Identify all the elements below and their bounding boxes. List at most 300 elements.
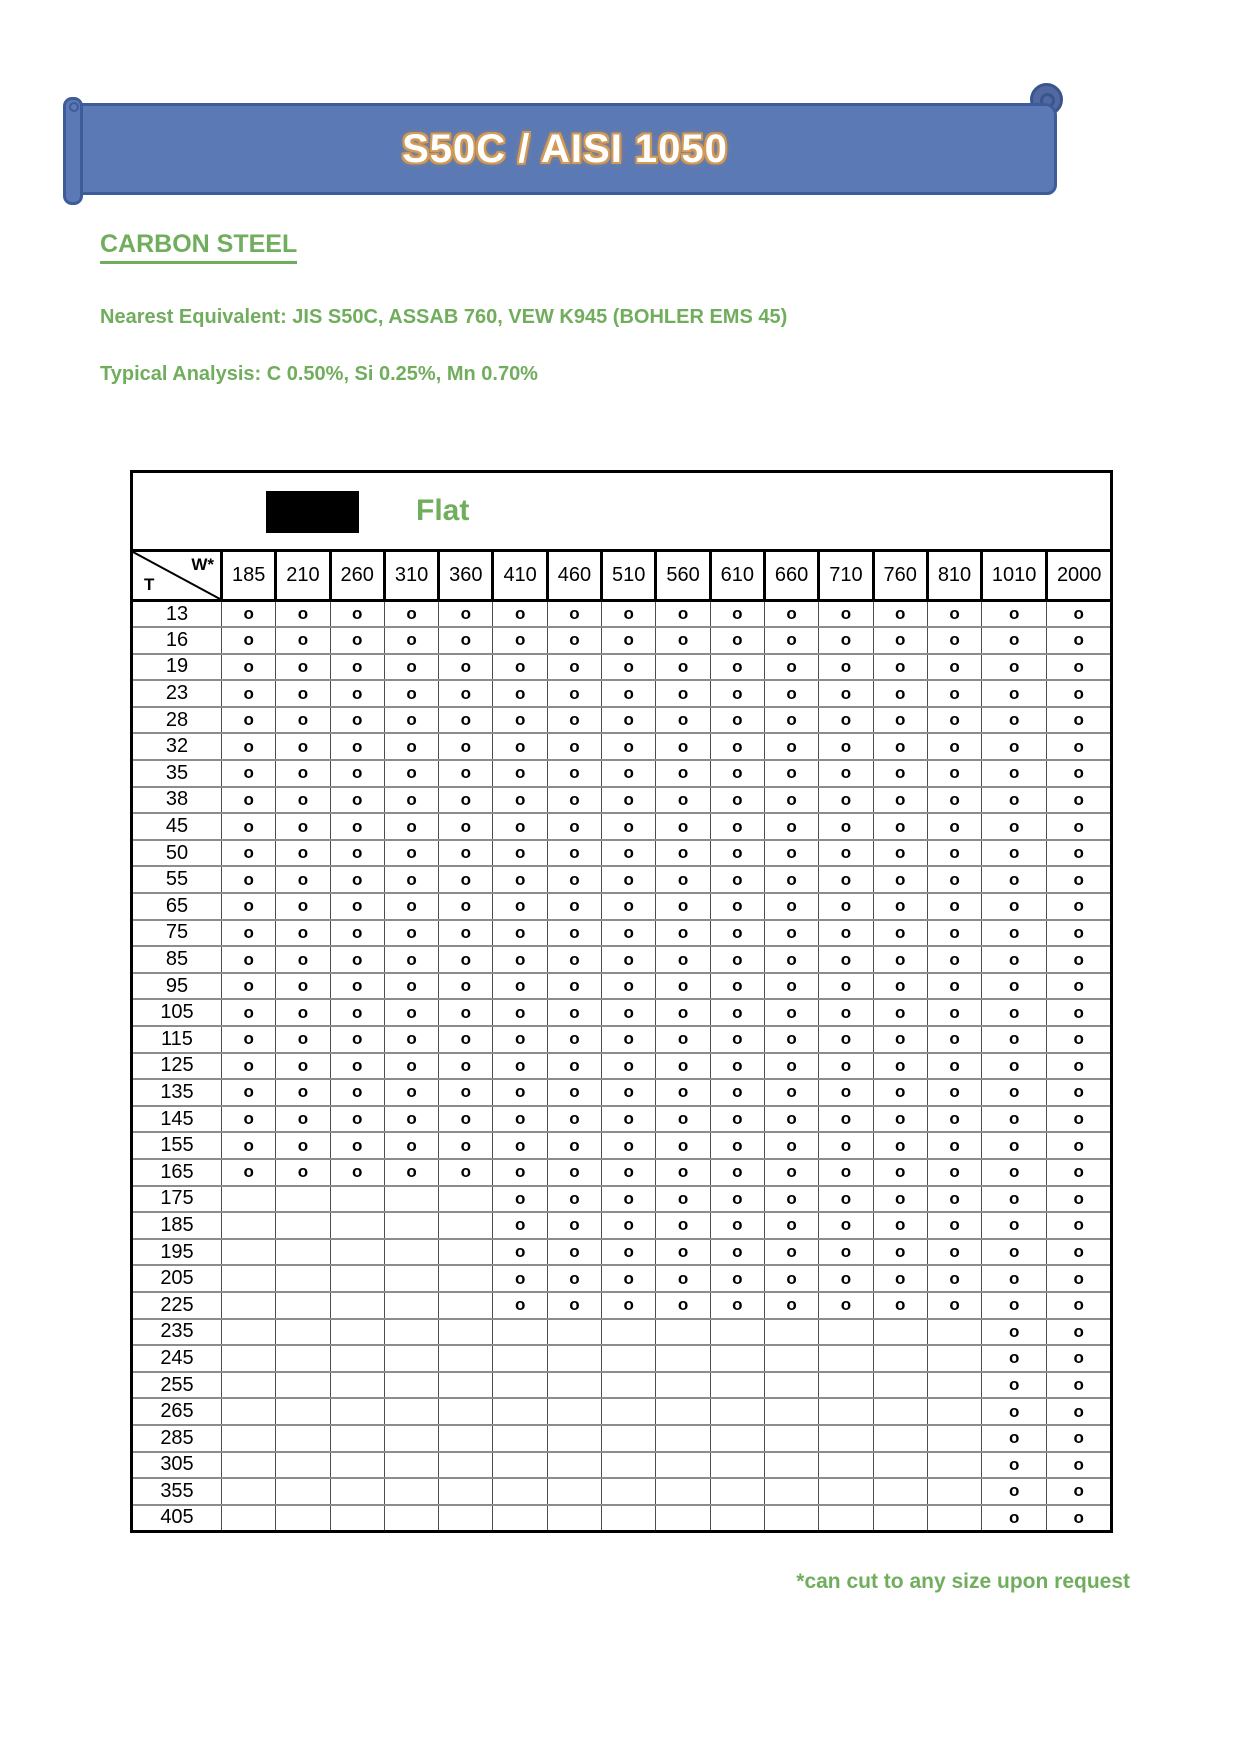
availability-cell: o: [1047, 1452, 1112, 1479]
availability-cell: o: [982, 1212, 1047, 1239]
page-title: S50C / AISI 1050: [402, 126, 728, 171]
availability-cell: [656, 1398, 710, 1425]
availability-cell: o: [547, 601, 601, 628]
availability-cell: o: [819, 840, 873, 867]
thickness-row-header: 165: [132, 1159, 222, 1186]
thickness-row-header: 405: [132, 1505, 222, 1532]
cut-to-size-note: *can cut to any size upon request: [796, 1570, 1130, 1593]
availability-cell: [439, 1319, 493, 1346]
size-row: [132, 1372, 1112, 1399]
width-column-header: 360: [439, 551, 493, 601]
size-row: [132, 1106, 1112, 1133]
availability-cell: o: [710, 973, 764, 1000]
availability-cell: o: [384, 1079, 438, 1106]
availability-cell: o: [982, 1106, 1047, 1133]
availability-cell: o: [1047, 1186, 1112, 1213]
availability-cell: o: [927, 1186, 981, 1213]
thickness-row-header: 13: [132, 601, 222, 628]
availability-cell: [873, 1372, 927, 1399]
availability-cell: o: [1047, 1478, 1112, 1505]
availability-cell: [330, 1398, 384, 1425]
availability-cell: [276, 1265, 330, 1292]
availability-cell: o: [710, 733, 764, 760]
availability-cell: o: [710, 1239, 764, 1266]
availability-cell: o: [982, 1505, 1047, 1532]
availability-cell: o: [547, 946, 601, 973]
availability-cell: o: [276, 893, 330, 920]
availability-cell: o: [656, 999, 710, 1026]
availability-cell: o: [982, 1053, 1047, 1080]
availability-cell: o: [710, 1026, 764, 1053]
availability-cell: o: [493, 973, 547, 1000]
availability-cell: o: [330, 1159, 384, 1186]
availability-cell: o: [384, 946, 438, 973]
width-column-header: 460: [547, 551, 601, 601]
availability-cell: o: [439, 840, 493, 867]
availability-cell: o: [1047, 707, 1112, 734]
availability-cell: [710, 1398, 764, 1425]
availability-cell: o: [1047, 627, 1112, 654]
availability-cell: o: [547, 1079, 601, 1106]
availability-cell: o: [710, 1212, 764, 1239]
availability-cell: o: [1047, 654, 1112, 681]
availability-cell: o: [819, 601, 873, 628]
availability-cell: o: [873, 1212, 927, 1239]
availability-cell: o: [764, 1053, 818, 1080]
availability-cell: [439, 1372, 493, 1399]
width-column-header: 510: [602, 551, 656, 601]
availability-cell: [384, 1292, 438, 1319]
thickness-row-header: 45: [132, 813, 222, 840]
availability-cell: o: [439, 893, 493, 920]
availability-cell: [330, 1505, 384, 1532]
availability-cell: o: [602, 1079, 656, 1106]
availability-cell: o: [547, 1292, 601, 1319]
availability-cell: o: [819, 866, 873, 893]
availability-cell: o: [982, 813, 1047, 840]
availability-cell: [222, 1478, 276, 1505]
availability-cell: o: [873, 1159, 927, 1186]
availability-cell: o: [493, 840, 547, 867]
availability-cell: [873, 1452, 927, 1479]
availability-cell: o: [276, 999, 330, 1026]
availability-cell: o: [873, 1132, 927, 1159]
availability-cell: o: [1047, 1505, 1112, 1532]
availability-cell: o: [1047, 1292, 1112, 1319]
availability-cell: o: [819, 999, 873, 1026]
availability-cell: o: [602, 813, 656, 840]
availability-cell: o: [982, 601, 1047, 628]
availability-cell: o: [439, 627, 493, 654]
availability-cell: o: [819, 1265, 873, 1292]
availability-cell: [493, 1478, 547, 1505]
availability-cell: [764, 1319, 818, 1346]
size-row: [132, 680, 1112, 707]
availability-cell: [222, 1452, 276, 1479]
availability-cell: o: [927, 1265, 981, 1292]
availability-cell: [547, 1425, 601, 1452]
width-column-header: 410: [493, 551, 547, 601]
availability-cell: o: [873, 1053, 927, 1080]
availability-cell: o: [222, 866, 276, 893]
availability-cell: o: [656, 1292, 710, 1319]
availability-cell: [602, 1319, 656, 1346]
thickness-row-header: 38: [132, 787, 222, 814]
availability-cell: o: [982, 920, 1047, 947]
availability-cell: [222, 1292, 276, 1319]
availability-cell: o: [873, 1292, 927, 1319]
availability-cell: o: [656, 1159, 710, 1186]
availability-cell: o: [602, 601, 656, 628]
availability-cell: o: [819, 1026, 873, 1053]
thickness-row-header: 265: [132, 1398, 222, 1425]
size-row: [132, 760, 1112, 787]
availability-cell: o: [493, 1186, 547, 1213]
availability-cell: o: [656, 1239, 710, 1266]
availability-cell: [222, 1398, 276, 1425]
availability-cell: o: [982, 707, 1047, 734]
width-column-header: 1010: [982, 551, 1047, 601]
thickness-row-header: 305: [132, 1452, 222, 1479]
availability-cell: o: [330, 1106, 384, 1133]
availability-cell: [330, 1212, 384, 1239]
availability-cell: [384, 1452, 438, 1479]
availability-cell: [384, 1212, 438, 1239]
availability-cell: o: [330, 946, 384, 973]
availability-cell: o: [819, 654, 873, 681]
availability-cell: o: [547, 1132, 601, 1159]
availability-cell: [602, 1372, 656, 1399]
availability-cell: [384, 1345, 438, 1372]
availability-cell: o: [493, 1212, 547, 1239]
availability-cell: o: [1047, 1132, 1112, 1159]
availability-cell: o: [873, 707, 927, 734]
thickness-row-header: 185: [132, 1212, 222, 1239]
availability-cell: o: [493, 946, 547, 973]
availability-cell: o: [1047, 1053, 1112, 1080]
availability-cell: [330, 1319, 384, 1346]
availability-cell: o: [1047, 601, 1112, 628]
availability-cell: o: [819, 893, 873, 920]
availability-cell: o: [1047, 1212, 1112, 1239]
availability-cell: o: [330, 866, 384, 893]
availability-cell: [547, 1345, 601, 1372]
availability-cell: o: [547, 760, 601, 787]
availability-cell: o: [982, 1345, 1047, 1372]
width-column-header: 810: [927, 551, 981, 601]
thickness-row-header: 135: [132, 1079, 222, 1106]
size-row: [132, 920, 1112, 947]
availability-cell: o: [764, 1212, 818, 1239]
availability-cell: o: [982, 1026, 1047, 1053]
availability-cell: [927, 1345, 981, 1372]
availability-cell: o: [656, 1079, 710, 1106]
availability-cell: o: [982, 1159, 1047, 1186]
availability-cell: [493, 1372, 547, 1399]
availability-cell: o: [710, 1186, 764, 1213]
thickness-row-header: 125: [132, 1053, 222, 1080]
size-row: [132, 1292, 1112, 1319]
availability-cell: o: [384, 1159, 438, 1186]
availability-cell: o: [1047, 840, 1112, 867]
typical-analysis-line: Typical Analysis: C 0.50%, Si 0.25%, Mn 0.70%: [100, 363, 538, 385]
availability-cell: o: [1047, 973, 1112, 1000]
availability-cell: [927, 1452, 981, 1479]
availability-cell: o: [602, 1239, 656, 1266]
availability-cell: o: [222, 601, 276, 628]
logo-redacted-box: [266, 491, 359, 533]
availability-cell: o: [330, 733, 384, 760]
availability-cell: o: [330, 920, 384, 947]
availability-cell: o: [222, 1079, 276, 1106]
size-row: [132, 840, 1112, 867]
availability-cell: o: [330, 654, 384, 681]
availability-cell: o: [222, 1159, 276, 1186]
availability-cell: o: [602, 1159, 656, 1186]
availability-cell: o: [819, 1292, 873, 1319]
availability-cell: [493, 1398, 547, 1425]
availability-cell: o: [1047, 946, 1112, 973]
availability-cell: o: [439, 707, 493, 734]
availability-cell: o: [222, 1106, 276, 1133]
availability-cell: o: [602, 787, 656, 814]
availability-cell: o: [656, 1186, 710, 1213]
availability-cell: o: [819, 1186, 873, 1213]
availability-cell: o: [439, 1132, 493, 1159]
availability-cell: o: [384, 893, 438, 920]
availability-cell: o: [873, 654, 927, 681]
availability-cell: o: [439, 1053, 493, 1080]
availability-cell: o: [656, 1212, 710, 1239]
availability-cell: o: [656, 1132, 710, 1159]
availability-cell: o: [330, 680, 384, 707]
availability-cell: o: [384, 1053, 438, 1080]
availability-cell: [276, 1292, 330, 1319]
availability-cell: [656, 1425, 710, 1452]
availability-cell: o: [710, 920, 764, 947]
availability-cell: o: [602, 1292, 656, 1319]
size-row: [132, 946, 1112, 973]
availability-cell: o: [764, 601, 818, 628]
availability-cell: [384, 1265, 438, 1292]
availability-cell: [602, 1478, 656, 1505]
nearest-equivalent-line: Nearest Equivalent: JIS S50C, ASSAB 760, VEW K945 (BOHLER EMS 45): [100, 306, 788, 328]
availability-cell: o: [439, 601, 493, 628]
availability-cell: o: [710, 601, 764, 628]
availability-cell: o: [710, 1106, 764, 1133]
size-row: [132, 1425, 1112, 1452]
availability-cell: o: [982, 840, 1047, 867]
size-row: [132, 1265, 1112, 1292]
availability-cell: [764, 1372, 818, 1399]
availability-cell: o: [1047, 1079, 1112, 1106]
availability-cell: o: [710, 627, 764, 654]
availability-cell: [222, 1319, 276, 1346]
availability-cell: o: [982, 1452, 1047, 1479]
availability-cell: o: [384, 707, 438, 734]
availability-cell: o: [330, 1132, 384, 1159]
availability-cell: o: [873, 787, 927, 814]
availability-cell: o: [656, 1026, 710, 1053]
availability-cell: o: [276, 840, 330, 867]
availability-cell: o: [819, 1212, 873, 1239]
availability-cell: [656, 1319, 710, 1346]
availability-cell: [927, 1372, 981, 1399]
availability-cell: o: [819, 1053, 873, 1080]
availability-cell: [710, 1505, 764, 1532]
availability-cell: [602, 1425, 656, 1452]
availability-cell: [439, 1398, 493, 1425]
availability-cell: o: [764, 680, 818, 707]
thickness-row-header: 95: [132, 973, 222, 1000]
availability-cell: [710, 1319, 764, 1346]
availability-cell: o: [222, 1132, 276, 1159]
availability-cell: o: [276, 866, 330, 893]
availability-cell: o: [982, 733, 1047, 760]
availability-cell: o: [656, 1053, 710, 1080]
availability-cell: o: [873, 973, 927, 1000]
availability-cell: o: [222, 1026, 276, 1053]
availability-cell: o: [276, 787, 330, 814]
availability-cell: o: [222, 787, 276, 814]
availability-cell: o: [222, 627, 276, 654]
availability-cell: o: [602, 973, 656, 1000]
availability-cell: o: [656, 601, 710, 628]
availability-cell: o: [547, 893, 601, 920]
availability-cell: o: [439, 1159, 493, 1186]
availability-cell: o: [710, 1159, 764, 1186]
availability-cell: o: [764, 1132, 818, 1159]
width-column-header: 560: [656, 551, 710, 601]
availability-cell: o: [873, 1265, 927, 1292]
availability-cell: o: [384, 1132, 438, 1159]
size-row: [132, 787, 1112, 814]
availability-cell: [276, 1425, 330, 1452]
availability-cell: [710, 1372, 764, 1399]
availability-cell: [384, 1372, 438, 1399]
availability-cell: [493, 1345, 547, 1372]
availability-cell: o: [656, 813, 710, 840]
availability-cell: [222, 1265, 276, 1292]
availability-cell: o: [982, 1319, 1047, 1346]
size-row: [132, 1505, 1112, 1532]
availability-cell: o: [276, 733, 330, 760]
availability-cell: o: [1047, 1026, 1112, 1053]
availability-cell: o: [819, 946, 873, 973]
availability-cell: o: [493, 813, 547, 840]
availability-cell: [222, 1186, 276, 1213]
availability-cell: [439, 1186, 493, 1213]
availability-cell: o: [819, 1106, 873, 1133]
availability-cell: o: [439, 760, 493, 787]
thickness-row-header: 85: [132, 946, 222, 973]
availability-cell: o: [873, 840, 927, 867]
availability-cell: [819, 1372, 873, 1399]
availability-cell: o: [384, 601, 438, 628]
availability-cell: o: [873, 760, 927, 787]
thickness-row-header: 23: [132, 680, 222, 707]
width-axis-label: W*: [191, 555, 214, 574]
availability-cell: o: [602, 920, 656, 947]
availability-cell: o: [982, 1265, 1047, 1292]
availability-cell: [710, 1425, 764, 1452]
availability-cell: o: [1047, 787, 1112, 814]
availability-cell: o: [710, 654, 764, 681]
availability-cell: o: [656, 707, 710, 734]
availability-cell: o: [276, 760, 330, 787]
availability-cell: o: [222, 813, 276, 840]
availability-cell: o: [493, 999, 547, 1026]
availability-cell: o: [493, 760, 547, 787]
availability-cell: o: [602, 840, 656, 867]
availability-cell: [222, 1372, 276, 1399]
availability-cell: [927, 1398, 981, 1425]
availability-cell: o: [602, 1053, 656, 1080]
availability-cell: [276, 1239, 330, 1266]
width-column-header: 310: [384, 551, 438, 601]
availability-cell: o: [493, 1053, 547, 1080]
availability-cell: o: [764, 707, 818, 734]
availability-cell: o: [710, 760, 764, 787]
availability-cell: o: [276, 973, 330, 1000]
availability-cell: o: [330, 787, 384, 814]
availability-cell: o: [656, 1265, 710, 1292]
availability-cell: o: [1047, 733, 1112, 760]
availability-cell: o: [493, 1292, 547, 1319]
availability-cell: o: [222, 999, 276, 1026]
availability-cell: o: [602, 893, 656, 920]
availability-cell: [330, 1292, 384, 1319]
availability-cell: [330, 1478, 384, 1505]
size-row: [132, 1452, 1112, 1479]
availability-cell: o: [493, 1132, 547, 1159]
availability-cell: o: [493, 1265, 547, 1292]
availability-cell: o: [982, 760, 1047, 787]
availability-cell: [384, 1478, 438, 1505]
availability-cell: o: [384, 760, 438, 787]
availability-cell: [439, 1292, 493, 1319]
size-row: [132, 1398, 1112, 1425]
availability-cell: [439, 1425, 493, 1452]
availability-cell: o: [656, 627, 710, 654]
title-banner: [63, 90, 1063, 208]
availability-cell: o: [764, 1026, 818, 1053]
availability-cell: o: [764, 1079, 818, 1106]
availability-cell: [439, 1265, 493, 1292]
availability-cell: [547, 1505, 601, 1532]
availability-cell: [764, 1345, 818, 1372]
availability-cell: o: [493, 920, 547, 947]
availability-cell: o: [384, 1026, 438, 1053]
width-column-header: 660: [764, 551, 818, 601]
availability-cell: o: [927, 680, 981, 707]
thickness-row-header: 35: [132, 760, 222, 787]
size-row: [132, 1026, 1112, 1053]
availability-cell: o: [222, 893, 276, 920]
availability-cell: o: [493, 601, 547, 628]
availability-cell: o: [222, 733, 276, 760]
availability-cell: o: [439, 813, 493, 840]
availability-cell: o: [330, 840, 384, 867]
availability-cell: o: [1047, 893, 1112, 920]
corner-header-cell: [132, 551, 222, 601]
product-type-label: Flat: [416, 494, 470, 527]
thickness-row-header: 245: [132, 1345, 222, 1372]
availability-cell: o: [656, 840, 710, 867]
availability-cell: o: [656, 760, 710, 787]
thickness-row-header: 105: [132, 999, 222, 1026]
availability-cell: o: [710, 893, 764, 920]
